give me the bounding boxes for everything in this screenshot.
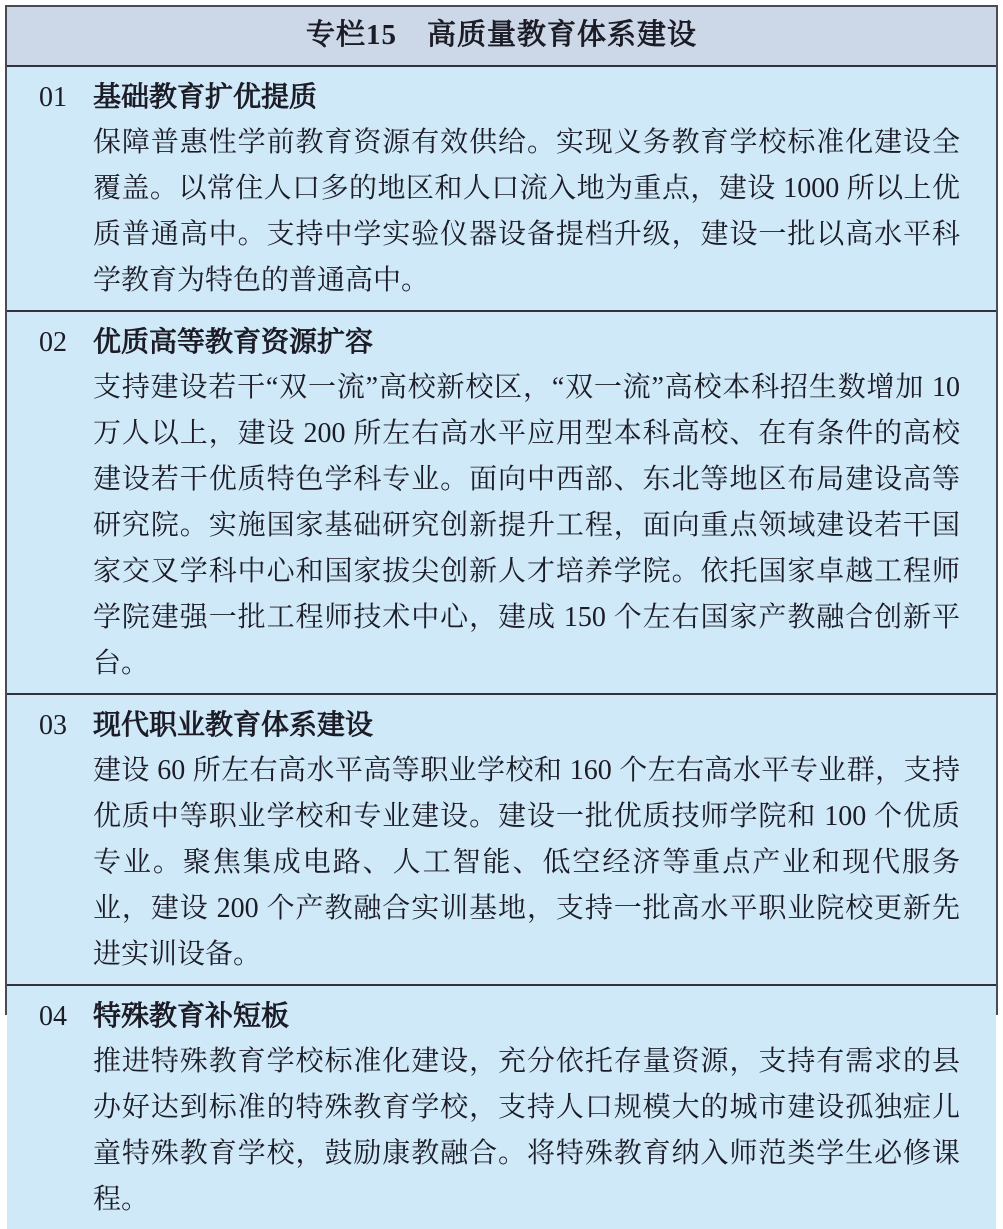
section-body: 保障普惠性学前教育资源有效供给。实现义务教育学校标准化建设全覆盖。以常住人口多的地区和人口流入地为重点，建设 1000 所以上优质普通高中。支持中学实验仪器设备提档升级，建设一批以高水平科学教育为特色的普通高中。 (93, 127, 960, 296)
section-higher-education (7, 310, 996, 693)
section-basic-education (7, 65, 996, 310)
section-body: 支持建设若干“双一流”高校新校区，“双一流”高校本科招生数增加 10 万人以上，建设 200 所左右高水平应用型本科高校、在有条件的高校建设若干优质特色学科专业。面向中西部、东北等地区布局建设高等研究院。实施国家基础研究创新提升工程，面向重点领域建设若干国家交叉学科中心和国家拔尖创新人才培养学院。依托国家卓越工程师学院建强一批工程师技术中心，建成 150 个左右国家产教融合创新平台。 (93, 372, 960, 679)
policy-box (5, 5, 998, 1215)
section-special-education (7, 984, 996, 1229)
section-number: 02 (39, 327, 67, 358)
section-number: 01 (39, 82, 67, 113)
box-header-title: 专栏15 高质量教育体系建设 (7, 7, 996, 65)
section-title: 特殊教育补短板 (93, 1001, 290, 1032)
section-vocational-education (7, 693, 996, 984)
section-title: 现代职业教育体系建设 (93, 710, 374, 741)
section-body: 推进特殊教育学校标准化建设，充分依托存量资源，支持有需求的县办好达到标准的特殊教育学校，支持人口规模大的城市建设孤独症儿童特殊教育学校，鼓励康教融合。将特殊教育纳入师范类学生必修课程。 (93, 1046, 960, 1215)
section-number: 04 (39, 1001, 67, 1032)
section-title: 优质高等教育资源扩容 (93, 327, 374, 358)
section-number: 03 (39, 710, 67, 741)
section-title: 基础教育扩优提质 (93, 82, 318, 113)
section-body: 建设 60 所左右高水平高等职业学校和 160 个左右高水平专业群，支持优质中等职业学校和专业建设。建设一批优质技师学院和 100 个优质专业。聚焦集成电路、人工智能、低空经济等重点产业和现代服务业，建设 200 个产教融合实训基地，支持一批高水平职业院校更新先进实训设备。 (93, 755, 960, 970)
